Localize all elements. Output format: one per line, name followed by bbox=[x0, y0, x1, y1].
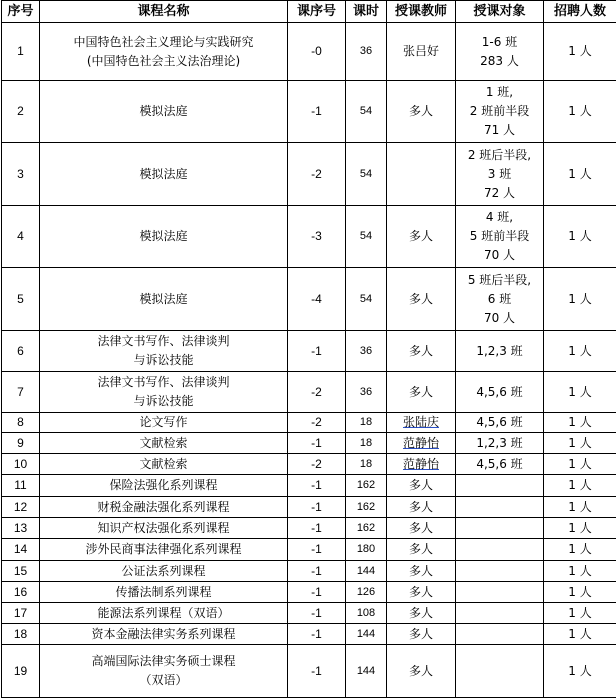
cell-teacher: 多人 bbox=[387, 582, 456, 603]
cell-teacher: 多人 bbox=[387, 539, 456, 561]
header-course-name: 课程名称 bbox=[40, 1, 288, 23]
table-row bbox=[2, 81, 616, 143]
cell-course-name: 公证法系列课程 bbox=[40, 561, 288, 582]
table-row bbox=[2, 645, 616, 698]
cell-teacher bbox=[387, 143, 456, 206]
cell-hours: 18 bbox=[346, 433, 387, 454]
cell-hires: 1 人 bbox=[544, 81, 616, 143]
cell-seq: 12 bbox=[2, 497, 40, 518]
cell-course-name: 法律文书写作、法律谈判 与诉讼技能 bbox=[40, 372, 288, 413]
cell-course-name: 模拟法庭 bbox=[40, 81, 288, 143]
cell-hires: 1 人 bbox=[544, 582, 616, 603]
cell-seq: 13 bbox=[2, 518, 40, 539]
cell-teacher: 张吕好 bbox=[387, 23, 456, 81]
cell-hours: 144 bbox=[346, 645, 387, 698]
cell-seq: 16 bbox=[2, 582, 40, 603]
cell-teacher: 多人 bbox=[387, 561, 456, 582]
cell-hires: 1 人 bbox=[544, 624, 616, 645]
cell-course-no: -1 bbox=[288, 518, 346, 539]
header-seq: 序号 bbox=[2, 1, 40, 23]
cell-seq: 19 bbox=[2, 645, 40, 698]
cell-teacher: 多人 bbox=[387, 81, 456, 143]
cell-target bbox=[456, 518, 544, 539]
cell-course-no: -1 bbox=[288, 582, 346, 603]
table-row bbox=[2, 206, 616, 268]
cell-course-name: 财税金融法强化系列课程 bbox=[40, 497, 288, 518]
cell-seq: 9 bbox=[2, 433, 40, 454]
cell-seq: 7 bbox=[2, 372, 40, 413]
cell-hours: 162 bbox=[346, 518, 387, 539]
cell-seq: 1 bbox=[2, 23, 40, 81]
cell-hires: 1 人 bbox=[544, 603, 616, 624]
cell-seq: 10 bbox=[2, 454, 40, 475]
cell-seq: 5 bbox=[2, 268, 40, 331]
cell-target: 4,5,6 班 bbox=[456, 454, 544, 475]
cell-hours: 54 bbox=[346, 206, 387, 268]
cell-hours: 36 bbox=[346, 23, 387, 81]
table-row bbox=[2, 454, 616, 475]
cell-target bbox=[456, 582, 544, 603]
header-course-no: 课序号 bbox=[288, 1, 346, 23]
cell-hires: 1 人 bbox=[544, 372, 616, 413]
cell-course-name: 保险法强化系列课程 bbox=[40, 475, 288, 497]
cell-seq: 11 bbox=[2, 475, 40, 497]
cell-target: 1-6 班 283 人 bbox=[456, 23, 544, 81]
cell-hires: 1 人 bbox=[544, 433, 616, 454]
table-row bbox=[2, 497, 616, 518]
cell-course-name: 模拟法庭 bbox=[40, 206, 288, 268]
cell-seq: 14 bbox=[2, 539, 40, 561]
cell-hours: 36 bbox=[346, 331, 387, 372]
cell-teacher: 多人 bbox=[387, 206, 456, 268]
cell-hires: 1 人 bbox=[544, 475, 616, 497]
cell-target: 4,5,6 班 bbox=[456, 413, 544, 433]
cell-target bbox=[456, 497, 544, 518]
cell-course-no: -4 bbox=[288, 268, 346, 331]
header-row bbox=[2, 1, 616, 23]
table-row bbox=[2, 433, 616, 454]
table-row bbox=[2, 143, 616, 206]
cell-hours: 36 bbox=[346, 372, 387, 413]
cell-target: 1,2,3 班 bbox=[456, 433, 544, 454]
cell-hours: 144 bbox=[346, 561, 387, 582]
cell-hours: 126 bbox=[346, 582, 387, 603]
course-table bbox=[1, 0, 616, 698]
table-row bbox=[2, 561, 616, 582]
cell-hires: 1 人 bbox=[544, 539, 616, 561]
cell-target: 4 班, 5 班前半段 70 人 bbox=[456, 206, 544, 268]
cell-teacher: 多人 bbox=[387, 372, 456, 413]
cell-hires: 1 人 bbox=[544, 23, 616, 81]
table-row bbox=[2, 518, 616, 539]
cell-hours: 18 bbox=[346, 413, 387, 433]
cell-target: 5 班后半段, 6 班 70 人 bbox=[456, 268, 544, 331]
cell-target bbox=[456, 645, 544, 698]
table-row bbox=[2, 539, 616, 561]
cell-course-no: -2 bbox=[288, 454, 346, 475]
table-row bbox=[2, 603, 616, 624]
table-row bbox=[2, 331, 616, 372]
cell-course-name: 高端国际法律实务硕士课程 （双语） bbox=[40, 645, 288, 698]
cell-target: 2 班后半段, 3 班 72 人 bbox=[456, 143, 544, 206]
cell-course-no: -1 bbox=[288, 561, 346, 582]
cell-course-no: -1 bbox=[288, 603, 346, 624]
cell-hires: 1 人 bbox=[544, 331, 616, 372]
cell-hires: 1 人 bbox=[544, 413, 616, 433]
table-row bbox=[2, 23, 616, 81]
cell-target: 4,5,6 班 bbox=[456, 372, 544, 413]
cell-target bbox=[456, 603, 544, 624]
cell-course-name: 模拟法庭 bbox=[40, 143, 288, 206]
cell-hours: 18 bbox=[346, 454, 387, 475]
cell-course-no: -1 bbox=[288, 645, 346, 698]
cell-hires: 1 人 bbox=[544, 518, 616, 539]
cell-course-name: 能源法系列课程（双语） bbox=[40, 603, 288, 624]
cell-seq: 4 bbox=[2, 206, 40, 268]
cell-course-no: -2 bbox=[288, 143, 346, 206]
cell-teacher: 多人 bbox=[387, 268, 456, 331]
cell-target bbox=[456, 624, 544, 645]
cell-target bbox=[456, 475, 544, 497]
cell-course-no: -1 bbox=[288, 331, 346, 372]
cell-course-no: -1 bbox=[288, 539, 346, 561]
cell-seq: 2 bbox=[2, 81, 40, 143]
header-target: 授课对象 bbox=[456, 1, 544, 23]
cell-course-name: 中国特色社会主义理论与实践研究 (中国特色社会主义法治理论) bbox=[40, 23, 288, 81]
cell-course-no: -1 bbox=[288, 433, 346, 454]
table-row bbox=[2, 582, 616, 603]
cell-course-name: 模拟法庭 bbox=[40, 268, 288, 331]
cell-hours: 108 bbox=[346, 603, 387, 624]
table-row bbox=[2, 624, 616, 645]
cell-course-name: 传播法制系列课程 bbox=[40, 582, 288, 603]
cell-hires: 1 人 bbox=[544, 143, 616, 206]
cell-course-no: -0 bbox=[288, 23, 346, 81]
cell-seq: 15 bbox=[2, 561, 40, 582]
cell-teacher: 范静怡 bbox=[387, 433, 456, 454]
cell-teacher: 张陆庆 bbox=[387, 413, 456, 433]
cell-seq: 3 bbox=[2, 143, 40, 206]
cell-course-no: -1 bbox=[288, 81, 346, 143]
cell-teacher: 多人 bbox=[387, 518, 456, 539]
cell-teacher: 多人 bbox=[387, 497, 456, 518]
cell-teacher: 多人 bbox=[387, 475, 456, 497]
cell-hours: 144 bbox=[346, 624, 387, 645]
cell-course-name: 资本金融法律实务系列课程 bbox=[40, 624, 288, 645]
cell-seq: 17 bbox=[2, 603, 40, 624]
cell-course-no: -1 bbox=[288, 475, 346, 497]
cell-teacher: 多人 bbox=[387, 645, 456, 698]
cell-hires: 1 人 bbox=[544, 645, 616, 698]
table-row bbox=[2, 372, 616, 413]
cell-course-name: 文献检索 bbox=[40, 433, 288, 454]
cell-hours: 162 bbox=[346, 475, 387, 497]
cell-hires: 1 人 bbox=[544, 561, 616, 582]
cell-hours: 54 bbox=[346, 81, 387, 143]
cell-course-name: 涉外民商事法律强化系列课程 bbox=[40, 539, 288, 561]
table-body bbox=[2, 23, 616, 698]
table-row bbox=[2, 413, 616, 433]
cell-hires: 1 人 bbox=[544, 268, 616, 331]
cell-hours: 54 bbox=[346, 143, 387, 206]
header-hires: 招聘人数 bbox=[544, 1, 616, 23]
cell-target bbox=[456, 539, 544, 561]
cell-course-name: 法律文书写作、法律谈判 与诉讼技能 bbox=[40, 331, 288, 372]
cell-course-no: -1 bbox=[288, 497, 346, 518]
cell-seq: 18 bbox=[2, 624, 40, 645]
table-row bbox=[2, 268, 616, 331]
cell-course-name: 文献检索 bbox=[40, 454, 288, 475]
cell-seq: 8 bbox=[2, 413, 40, 433]
cell-course-no: -2 bbox=[288, 413, 346, 433]
cell-teacher: 范静怡 bbox=[387, 454, 456, 475]
header-teacher: 授课教师 bbox=[387, 1, 456, 23]
cell-hours: 54 bbox=[346, 268, 387, 331]
header-hours: 课时 bbox=[346, 1, 387, 23]
cell-hours: 180 bbox=[346, 539, 387, 561]
cell-teacher: 多人 bbox=[387, 603, 456, 624]
cell-hires: 1 人 bbox=[544, 206, 616, 268]
cell-seq: 6 bbox=[2, 331, 40, 372]
cell-target bbox=[456, 561, 544, 582]
cell-hires: 1 人 bbox=[544, 454, 616, 475]
cell-target: 1 班, 2 班前半段 71 人 bbox=[456, 81, 544, 143]
cell-hires: 1 人 bbox=[544, 497, 616, 518]
cell-teacher: 多人 bbox=[387, 624, 456, 645]
table-row bbox=[2, 475, 616, 497]
cell-course-name: 论文写作 bbox=[40, 413, 288, 433]
cell-hours: 162 bbox=[346, 497, 387, 518]
cell-course-no: -2 bbox=[288, 372, 346, 413]
cell-course-no: -3 bbox=[288, 206, 346, 268]
cell-course-name: 知识产权法强化系列课程 bbox=[40, 518, 288, 539]
cell-target: 1,2,3 班 bbox=[456, 331, 544, 372]
cell-course-no: -1 bbox=[288, 624, 346, 645]
cell-teacher: 多人 bbox=[387, 331, 456, 372]
